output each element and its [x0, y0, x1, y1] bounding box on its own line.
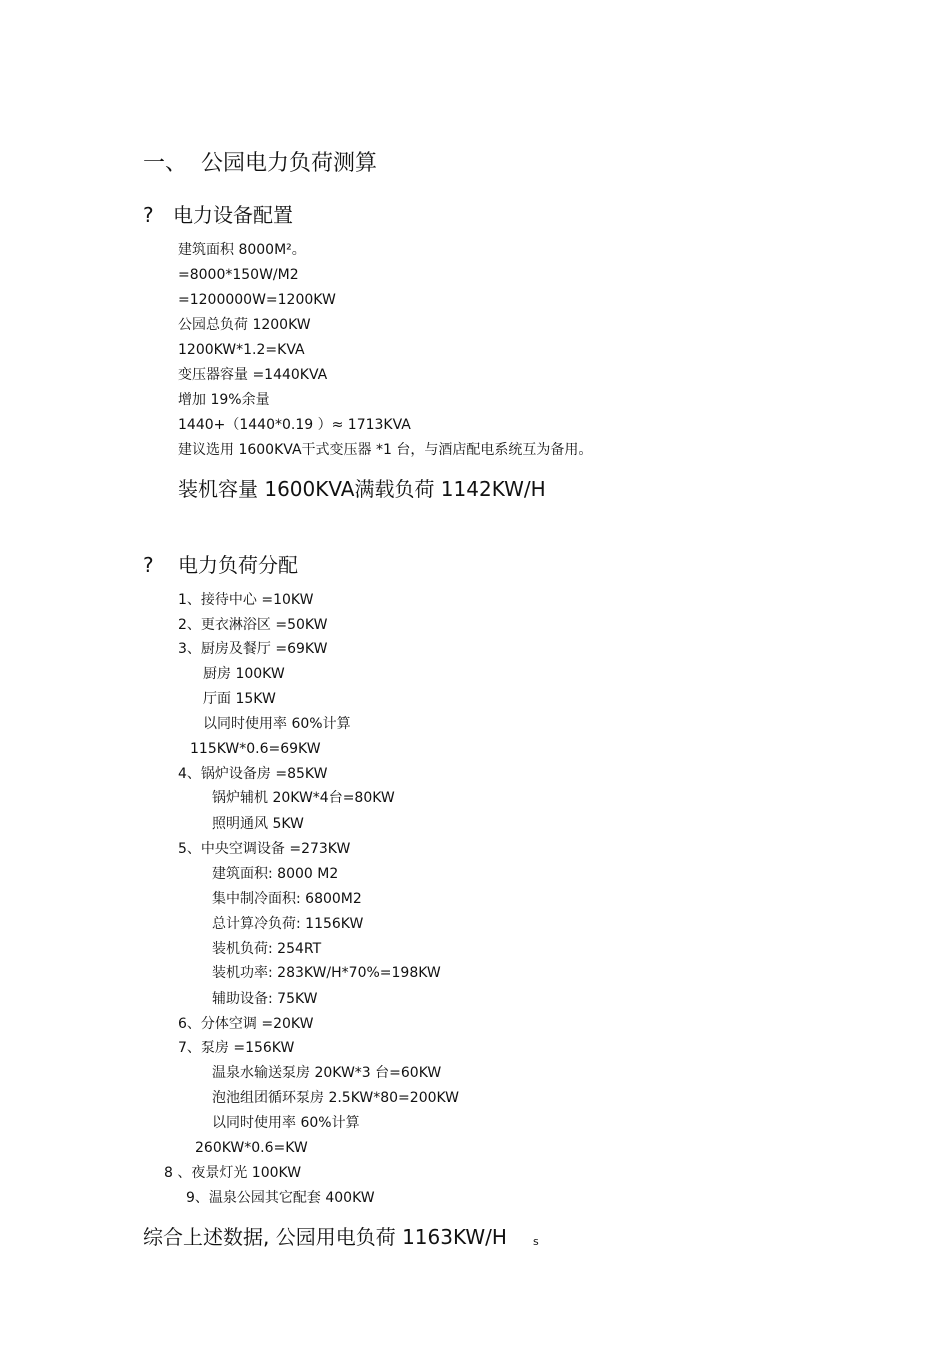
section-2-marker: ?: [143, 553, 154, 577]
s1-summary: 装机容量 1600KVA满载负荷 1142KW/H: [178, 477, 546, 501]
s2-line: 9、温泉公园其它配套 400KW: [186, 1190, 375, 1206]
section-1-marker: ?: [143, 203, 154, 227]
s2-line: 温泉水输送泵房 20KW*3 台=60KW: [212, 1065, 442, 1081]
s2-line: 以同时使用率 60%计算: [203, 716, 351, 732]
s2-line: 厅面 15KW: [203, 691, 276, 707]
s2-line: 4、锅炉设备房 =85KW: [178, 766, 328, 782]
s2-line: 3、厨房及餐厅 =69KW: [178, 641, 328, 657]
doc-title-number: 一、: [143, 151, 188, 176]
conclusion: 综合上述数据, 公园用电负荷 1163KW/H: [143, 1225, 507, 1249]
doc-title: 公园电力负荷测算: [201, 151, 378, 176]
s1-line: 公园总负荷 1200KW: [178, 317, 311, 333]
section-2-title: 电力负荷分配: [178, 553, 298, 577]
s1-line: 增加 19%余量: [178, 392, 270, 408]
s1-line: 1440+（1440*0.19 ）≈ 1713KVA: [178, 417, 411, 433]
s2-line: 1、接待中心 =10KW: [178, 592, 314, 608]
s2-line: 集中制冷面积: 6800M2: [212, 891, 362, 907]
s2-line: 7、泵房 =156KW: [178, 1040, 295, 1056]
section-1-title: 电力设备配置: [173, 203, 293, 227]
s2-line: 辅助设备: 75KW: [212, 991, 318, 1007]
s2-line: 5、中央空调设备 =273KW: [178, 841, 351, 857]
s2-line: 泡池组团循环泵房 2.5KW*80=200KW: [212, 1090, 460, 1106]
s2-line: 锅炉辅机 20KW*4台=80KW: [212, 790, 395, 806]
s1-line: 1200KW*1.2=KVA: [178, 342, 305, 358]
s2-line: 厨房 100KW: [203, 666, 285, 682]
s1-line: 建议选用 1600KVA干式变压器 *1 台，与酒店配电系统互为备用。: [178, 442, 593, 458]
footnote-mark: s: [533, 1235, 539, 1248]
s2-line: 115KW*0.6=69KW: [190, 741, 321, 757]
s2-line: 照明通风 5KW: [212, 816, 304, 832]
s2-line: 2、更衣淋浴区 =50KW: [178, 617, 328, 633]
s2-line: 总计算冷负荷: 1156KW: [212, 916, 364, 932]
s1-line: 变压器容量 =1440KVA: [178, 367, 328, 383]
s2-line: 装机负荷: 254RT: [212, 941, 322, 957]
s1-line: =1200000W=1200KW: [178, 292, 336, 308]
s2-line: 以同时使用率 60%计算: [212, 1115, 360, 1131]
s2-line: 建筑面积: 8000 M2: [212, 866, 339, 882]
s1-line: 建筑面积 8000M²。: [178, 242, 306, 258]
s1-line: =8000*150W/M2: [178, 267, 299, 283]
s2-line: 8 、夜景灯光 100KW: [164, 1165, 302, 1181]
s2-line: 260KW*0.6=KW: [195, 1140, 308, 1156]
s2-line: 6、分体空调 =20KW: [178, 1016, 314, 1032]
s2-line: 装机功率: 283KW/H*70%=198KW: [212, 965, 441, 981]
